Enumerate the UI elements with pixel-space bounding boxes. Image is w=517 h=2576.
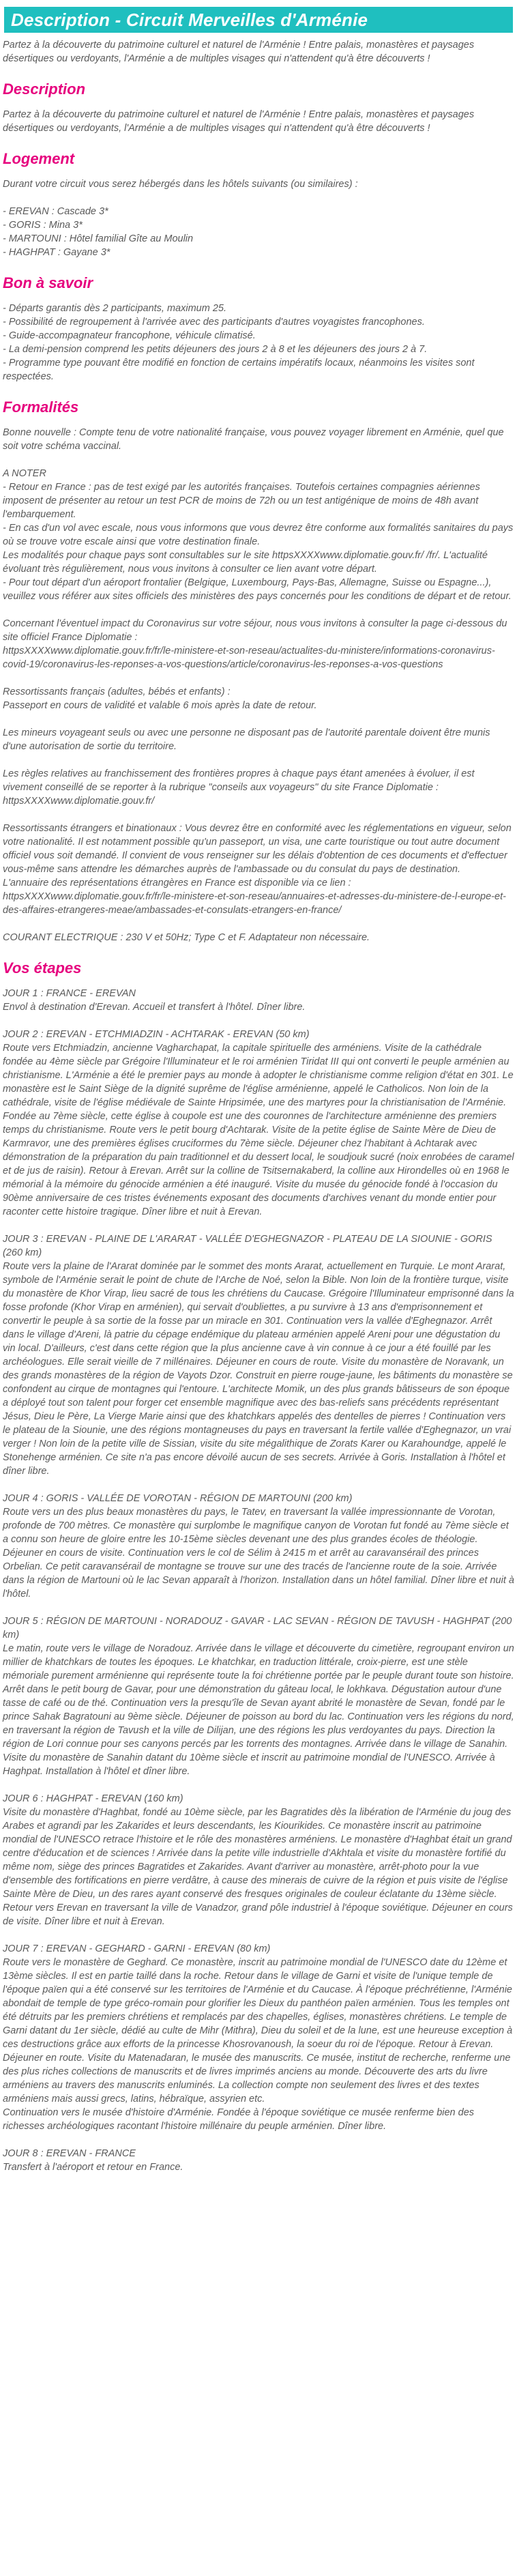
etapes-heading: Vos étapes [3,959,82,976]
info-item: - Programme type pouvant être modifié en fonction de certains impératifs locaux, néanmoins les visites sont respectées. [3,358,475,382]
day-title: JOUR 3 : EREVAN - PLAINE DE L'ARARAT - VALLÉE D'EGHEGNAZOR - PLATEAU DE LA SIOUNIE - GORIS (260 km) [3,1234,492,1258]
day-text: Le matin, route vers le village de Noradouz. Arrivée dans le village et découverte du cimetière, regroupant environ un millier de khatchkars de toutes les époques. Le khatchkar, en traduction littérale, croix-pierre, est une stèle mémoriale purement arménienne qui représente toute la foi chrétienne portée par le peuple durant toute son histoire. Arrêt dans le petit bourg de Gavar, pour une démonstration du gâteau local, le lokhkava. Dégustation autour d'une tasse de café ou de thé. Continuation vers la presqu'île de Sevan ayant abrité le monastère de Sevan, fondé par le prince Sahak Bagratouni au 9ème siècle. Déjeuner de poisson au bord du lac. Continuation vers les régions du nord, en traversant la région de Tavush et la ville de Dilijan, une des régions les plus verdoyantes du pays. Direction la région de Lori connue pour ses canyons percés par les torrents des montagnes. Arrivée dans le village de Sanahin. Visite du monastère de Sanahin datant du 10ème siècle et inscrit au patrimoine mondial de l'UNESCO. Arrivée à Haghpat. Installation à l'hôtel et dîner libre. [3,1643,514,1777]
intro-text: Partez à la découverte du patrimoine culturel et naturel de l'Arménie ! Entre palais, monastères et paysages désertiques ou verdoyants, l'Arménie a de multiples visages qui n'attendent qu'à être découverts ! [3,40,475,64]
info-item: - Possibilité de regroupement à l'arrivée avec des participants d'autres voyagistes francophones. [3,317,425,328]
day-text: Route vers la plaine de l'Ararat dominée par le sommet des monts Ararat, actuellement en Turquie. Le mont Ararat, symbole de l'Arménie serait le point de chute de l'Arche de Noé, selon la Bible. Non loin de la frontière turque, visite du monastère de Khor Virap, lieu sacré de tous les chrétiens du Caucase. Grégoire l'Illuminateur emprisonné dans la fosse profonde (Khor Virap en arménien), qui servait d'oubliettes, a pu survivre à 13 ans d'emprisonnement et convertir le peuple à sa sortie de la fosse par un miracle en 301. Continuation vers la vallée d'Eghegnazor. Arrêt dans le village d'Areni, là patrie du cépage endémique du plateau arménien appelé Areni pour une dégustation du vin local. D'ailleurs, c'est dans cette région que la plus ancienne cave à vin connue à ce jour a été fouillé par les archéologues. Elle serait vieille de 7 millénaires. Déjeuner en cours de route. Visite du monastère de Noravank, un des grands monastères de la région de Vayots Dzor. Construit en pierre rouge-jaune, les bâtiments du monastère se confondent au cirque de montagnes qui l'entoure. L'architecte Momik, un des plus grands bâtisseurs de son époque a déployé tout son talent pour forger cet ensemble magnifique avec des bas-reliefs sans précédents représentant Jésus, Dieu le Père, La Vierge Marie ainsi que des khatchkars appelés des dentelles de pierres ! Continuation vers le plateau de la Siounie, une des régions montagneuses du pays en traversant la fertile vallée d'Eghegnazor, un vrai verger ! Non loin de la petite ville de Sissian, visite du site mégalithique de Zorats Karer ou Karahoundge, appelé le Stonehenge arménien. Ce site n'a pas encore dévoilé aucun de ses secrets. Arrivée à Goris. Installation à l'hôtel et dîner libre. [3,1261,514,1477]
hotel-item: - GORIS : Mina 3* [3,220,83,231]
formalites-paragraph: Bonne nouvelle : Compte tenu de votre nationalité française, vous pouvez voyager librement en Arménie, quel que soit votre schéma vaccinal. [3,427,504,452]
description-text: Partez à la découverte du patrimoine culturel et naturel de l'Arménie ! Entre palais, monastères et paysages désertiques ou verdoyants, l'Arménie a de multiples visages qui n'attendent qu'à être découverts ! [3,109,475,134]
day-title: JOUR 4 : GORIS - VALLÉE DE VOROTAN - RÉGION DE MARTOUNI (200 km) [3,1493,353,1504]
header-banner [4,7,513,33]
hotel-list [3,205,514,259]
day-block [3,1615,514,1778]
info-item: - Départs garantis dès 2 participants, maximum 25. [3,303,226,314]
day-text: Route vers un des plus beaux monastères du pays, le Tatev, en traversant la vallée impressionnante de Vorotan, profonde de 700 mètres. Ce monastère qui surplombe le magnifique canyon de Vorotan fut fondé au 7ème siècle et a connu son heure de gloire entre les 10-15ème siècles devenant une des plus grandes écoles de théologie. Déjeuner en cours de visite. Continuation vers le col de Sélim à 2415 m et arrêt au caravansérail des princes Orbelian. Ce petit caravansérail de montagne se trouve sur une des tracés de l'ancienne route de la soie. Arrivée dans la région de Martouni où le lac Sevan apparaît à l'horizon. Installation dans un hôtel familial. Dîner libre et nuit à l'hôtel. [3,1507,514,1600]
info-item: - La demi-pension comprend les petits déjeuners des jours 2 à 8 et les déjeuners des jours 2 à 7. [3,344,428,355]
info-item: - Guide-accompagnateur francophone, véhicule climatisé. [3,330,256,341]
formalites-paragraph: A NOTER - Retour en France : pas de test exigé par les autorités françaises. Toutefois certaines compagnies aériennes imposent de présenter au retour un test PCR de moins de 72h ou un test antigénique de moins de 48h avant l'embarquement. - En cas d'un vol avec escale, nous vous informons que vous devrez être conforme aux formalités sanitaires du pays où se trouve votre escale ainsi que votre destination finale. Les modalités pour chaque pays sont consultables sur le site httpsXXXXwww.diplomatie.gouv.fr/ /fr/. L'actualité évoluant très régulièrement, nous vous invitons à consulter ce lien avant votre départ. - Pour tout départ d'un aéroport frontalier (Belgique, Luxembourg, Pays-Bas, Allemagne, Suisse ou Espagne...), veuillez vous référer aux sites officiels des ministères des pays concernés pour les conditions de départ et de retour. [3,468,514,602]
day-title: JOUR 6 : HAGHPAT - EREVAN (160 km) [3,1793,183,1804]
hotel-item: - HAGHPAT : Gayane 3* [3,247,110,258]
description-heading: Description [3,81,86,98]
day-block [3,1028,514,1219]
hotel-item: - MARTOUNI : Hôtel familial Gîte au Moulin [3,233,194,244]
day-block [3,2147,514,2174]
day-title: JOUR 5 : RÉGION DE MARTOUNI - NORADOUZ - GAVAR - LAC SEVAN - RÉGION DE TAVUSH - HAGHPAT (200 km) [3,1616,512,1640]
formalites-paragraph: Les règles relatives au franchissement des frontières propres à chaque pays étant amenées à évoluer, il est vivement conseillé de se reporter à la rubrique "conseils aux voyageurs" du site France Diplomatie : httpsXXXXwww.diplomatie.gouv.fr/ [3,768,475,807]
formalites-paragraph: Ressortissants étrangers et binationaux : Vous devrez être en conformité avec les réglementations en vigueur, selon votre nationalité. Il est notamment possible qu'un passeport, un visa, une carte touristique ou tout autre document officiel vous soit demandé. Il convient de vous renseigner sur les délais d'obtention de ces documents et d'effectuer vous-même sans attendre les démarches auprès de l'ambassade ou du consulat du pays de destination. L'annuaire des représentations étrangères en France est disponible via ce lien : httpsXXXXwww.diplomatie.gouv.fr/fr/le-ministere-et-son-reseau/annuaires-et-adresses-du-ministere-de-l-europe-et-des-affaires-etrangeres-meae/ambassades-et-consulats-etrangers-en-france/ [3,823,512,916]
day-block [3,1792,514,1928]
page-title: Description - Circuit Merveilles d'Arménie [11,9,368,30]
hotel-item: - EREVAN : Cascade 3* [3,206,108,217]
logement-heading: Logement [3,150,75,167]
day-title: JOUR 1 : FRANCE - EREVAN [3,988,136,999]
day-title: JOUR 8 : EREVAN - FRANCE [3,2148,136,2159]
day-text: Visite du monastère d'Haghbat, fondé au 10ème siècle, par les Bagratides dès la libération de l'Arménie du joug des Arabes et agrandi par les Zakarides et leurs descendants, les Kiourikides. Ce monastère inscrit au patrimoine mondial de l'UNESCO retrace l'histoire et le rôle des monastères arméniens. Le monastère d'Haghbat était un grand centre d'éducation et de sciences ! Arrivée dans la petite ville industrielle d'Akhtala et visite du monastère fortifié du même nom, siège des princes Bagratides et Zakarides. Avant d'arriver au monastère, arrêt-photo pour la vue d'ensemble des fortifications en pierre verdâtre, à cause des minerais de cuivre de la région et puis visite de l'église Sainte Mère de Dieu, un des rares ayant conservé des fresques originales de couleur éclatante du 13ème siècle. Retour vers Erevan en traversant la ville de Vanadzor, grand pôle industriel à l'époque soviétique. Déjeuner en cours de visite. Dîner libre et nuit à Erevan. [3,1807,513,1927]
page [0,7,517,2174]
day-text: Transfert à l'aéroport et retour en France. [3,2162,183,2173]
day-title: JOUR 2 : EREVAN - ETCHMIADZIN - ACHTARAK - EREVAN (50 km) [3,1029,310,1040]
content [0,38,517,2174]
day-title: JOUR 7 : EREVAN - GEGHARD - GARNI - EREVAN (80 km) [3,1943,271,1954]
day-block [3,987,514,1014]
day-block [3,1492,514,1601]
formalites-paragraph: Concernant l'éventuel impact du Coronavirus sur votre séjour, nous vous invitons à consulter la page ci-dessous du site officiel France Diplomatie : httpsXXXXwww.diplomatie.gouv.fr/fr/le-ministere-et-son-reseau/actualites-du-ministere/informations-coronavirus-covid-19/coronavirus-les-reponses-a-vos-questions/article/coronavirus-les-reponses-a-vos-questions [3,618,507,670]
day-text: Route vers le monastère de Geghard. Ce monastère, inscrit au patrimoine mondial de l'UNESCO date du 12ème et 13ème siècles. Il est en partie taillé dans la roche. Retour dans le village de Garni et visite de l'unique temple de l'époque païen qui a été conservé sur les territoires de l'Arménie et du Caucase. À l'époque préchrétienne, l'Arménie abondait de temple de type gréco-romain pour glorifier les Dieux du panthéon païen arménien. Tous les temples ont été détruits par les premiers chrétiens et remplacés par des chapelles, églises, monastères chrétiens. Le temple de Garni datant du 1er siècle, dédié au culte de Mihr (Mithra), Dieu du soleil et de la lune, est une heureuse exception à ces destructions grâce aux efforts de la princesse Khosrovanoush, la soeur du roi de l'époque. Retour à Erevan. Déjeuner en route. Visite du Matenadaran, le musée des manuscrits. Ce musée, institut de recherche, renferme une des plus riches collections de manuscrits et de livres imprimés anciens au monde. Découverte des arts du livre arméniens au travers des manuscrits enluminés. La collection compte non seulement des livres et des textes arméniens mais aussi grecs, latins, hébraïque, assyrien etc. Continuation vers le musée d'histoire d'Arménie. Fondée à l'époque soviétique ce musée renferme bien des richesses archéologiques racontant l'histoire millénaire du peuple arménien. Dîner libre. [3,1957,513,2132]
formalites-paragraph: Ressortissants français (adultes, bébés et enfants) : Passeport en cours de validité et valable 6 mois après la date de retour. [3,686,317,711]
day-text: Route vers Etchmiadzin, ancienne Vagharchapat, la capitale spirituelle des arméniens. Visite de la cathédrale fondée au 4ème siècle par Grégoire l'Illuminateur et le roi arménien Tiridat III qui ont converti le peuple arménien au christianisme. L'Arménie a été le premier pays au monde à adopter le christianisme comme religion d'état en 301. Le monastère est le Saint Siège de la dignité suprême de l'église arménienne, appelé le Catholicos. Non loin de la cathédrale, visite de l'église médiévale de Sainte Hripsimée, une des martyres pour la christianisation de l'Arménie. Fondée au 7ème siècle, cette église à coupole est une des couronnes de l'architecture arménienne des premiers temps du christianisme. Route vers le petit bourg d'Achtarak. Visite de la petite église de Sainte Mère de Dieu de Karmravor, une des premières églises cruciformes du 7ème siècle. Déjeuner chez l'habitant à Achtarak avec démonstration de la préparation du pain traditionnel et du dessert local, le soudjouk sucré (noix enrobées de caramel et de jus de raisin). Retour à Erevan. Arrêt sur la colline de Tsitsernakaberd, la colline aux Hirondelles où en 1968 le mémorial à la mémoire du génocide arménien a été inauguré. Visite du musée du génocide fondé à l'occasion du 90ème anniversaire de ces tristes événements exposant des documents d'archives venant du monde entier pour raconter cette histoire tragique. Dîner libre et nuit à Erevan. [3,1043,514,1217]
day-block [3,1942,514,2133]
formalites-heading: Formalités [3,399,79,416]
formalites-paragraph: Les mineurs voyageant seuls ou avec une personne ne disposant pas de l'autorité parentale doivent être munis d'une autorisation de sortie du territoire. [3,727,490,752]
day-block [3,1232,514,1478]
bon-a-savoir-heading: Bon à savoir [3,274,93,291]
bon-a-savoir-list [3,302,514,383]
formalites-paragraph: COURANT ELECTRIQUE : 230 V et 50Hz; Type C et F. Adaptateur non nécessaire. [3,932,370,943]
logement-intro: Durant votre circuit vous serez hébergés dans les hôtels suivants (ou similaires) : [3,179,358,190]
day-text: Envol à destination d'Erevan. Accueil et transfert à l'hôtel. Dîner libre. [3,1002,306,1013]
